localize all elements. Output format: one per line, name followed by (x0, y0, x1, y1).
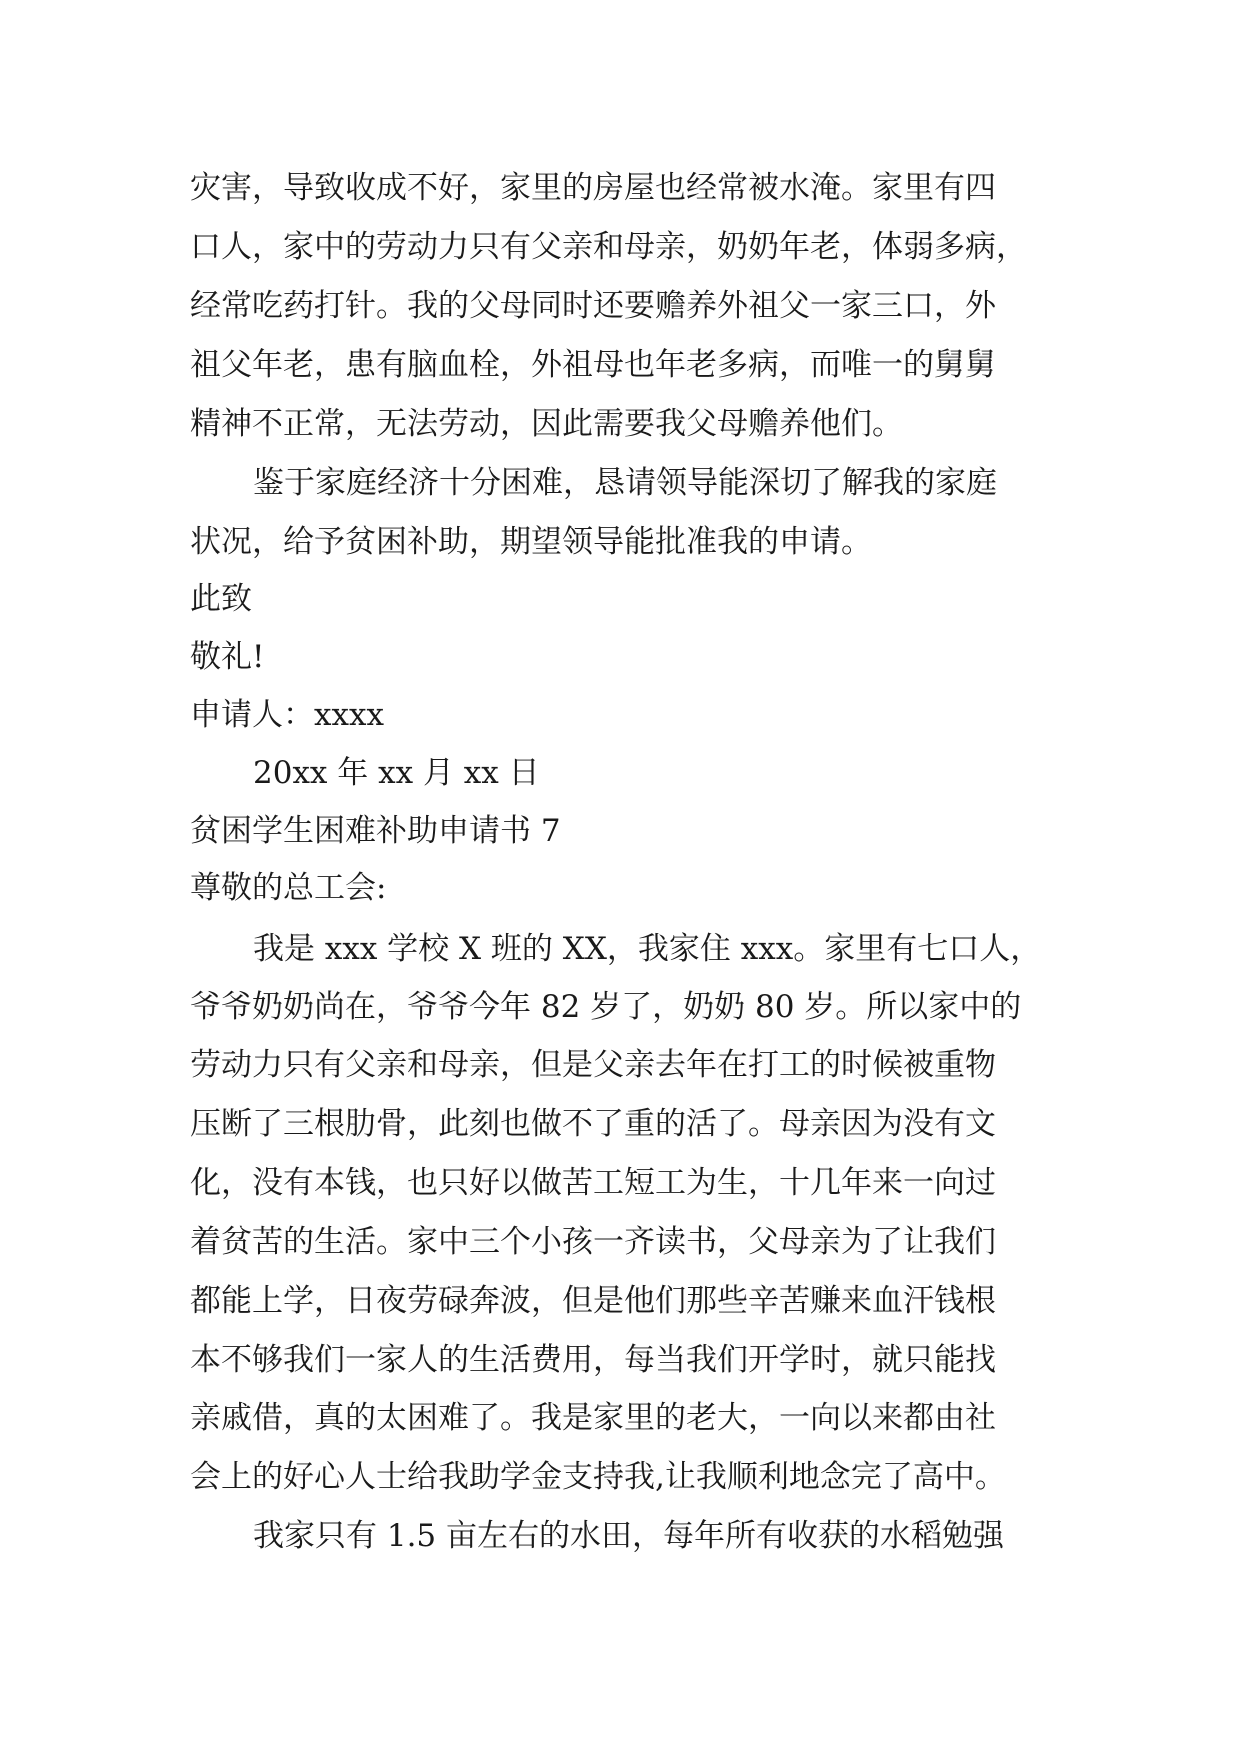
text-line: 鉴于家庭经济十分困难，恳请领导能深切了解我的家庭 (253, 465, 997, 501)
text-line: 本不够我们一家人的生活费用，每当我们开学时，就只能找 (190, 1342, 996, 1378)
text-line: 我家只有 1.5 亩左右的水田，每年所有收获的水稻勉强 (253, 1518, 1005, 1554)
text-line: 祖父年老，患有脑血栓，外祖母也年老多病，而唯一的舅舅 (190, 347, 996, 383)
text-line: 我是 xxx 学校 X 班的 XX，我家住 xxx。家里有七口人， (253, 931, 1042, 967)
text-line: 会上的好心人士给我助学金支持我,让我顺利地念完了高中。 (190, 1459, 1006, 1495)
recipient-greeting: 尊敬的总工会: (190, 870, 387, 906)
closing-regards: 敬礼! (190, 639, 265, 675)
text-line: 口人，家中的劳动力只有父亲和母亲，奶奶年老，体弱多病， (190, 229, 1027, 265)
text-line: 劳动力只有父亲和母亲，但是父亲去年在打工的时候被重物 (190, 1047, 996, 1083)
document-title: 贫困学生困难补助申请书 7 (190, 813, 561, 849)
text-line: 灾害，导致收成不好，家里的房屋也经常被水淹。家里有四 (190, 170, 996, 206)
text-line: 爷爷奶奶尚在，爷爷今年 82 岁了，奶奶 80 岁。所以家中的 (190, 989, 1022, 1025)
text-line: 状况，给予贫困补助，期望领导能批准我的申请。 (190, 524, 872, 560)
applicant-signature: 申请人：xxxx (190, 697, 384, 733)
text-line: 压断了三根肋骨，此刻也做不了重的活了。母亲因为没有文 (190, 1106, 996, 1142)
text-line: 亲戚借，真的太困难了。我是家里的老大，一向以来都由社 (190, 1400, 996, 1436)
closing-salutation: 此致 (190, 581, 252, 617)
text-line: 经常吃药打针。我的父母同时还要赡养外祖父一家三口，外 (190, 288, 996, 324)
text-line: 着贫苦的生活。家中三个小孩一齐读书，父母亲为了让我们 (190, 1224, 996, 1260)
text-line: 都能上学，日夜劳碌奔波，但是他们那些辛苦赚来血汗钱根 (190, 1283, 996, 1319)
text-line: 化，没有本钱，也只好以做苦工短工为生，十几年来一向过 (190, 1165, 996, 1201)
text-line: 精神不正常，无法劳动，因此需要我父母赡养他们。 (190, 406, 903, 442)
date-line: 20xx 年 xx 月 xx 日 (253, 755, 540, 791)
